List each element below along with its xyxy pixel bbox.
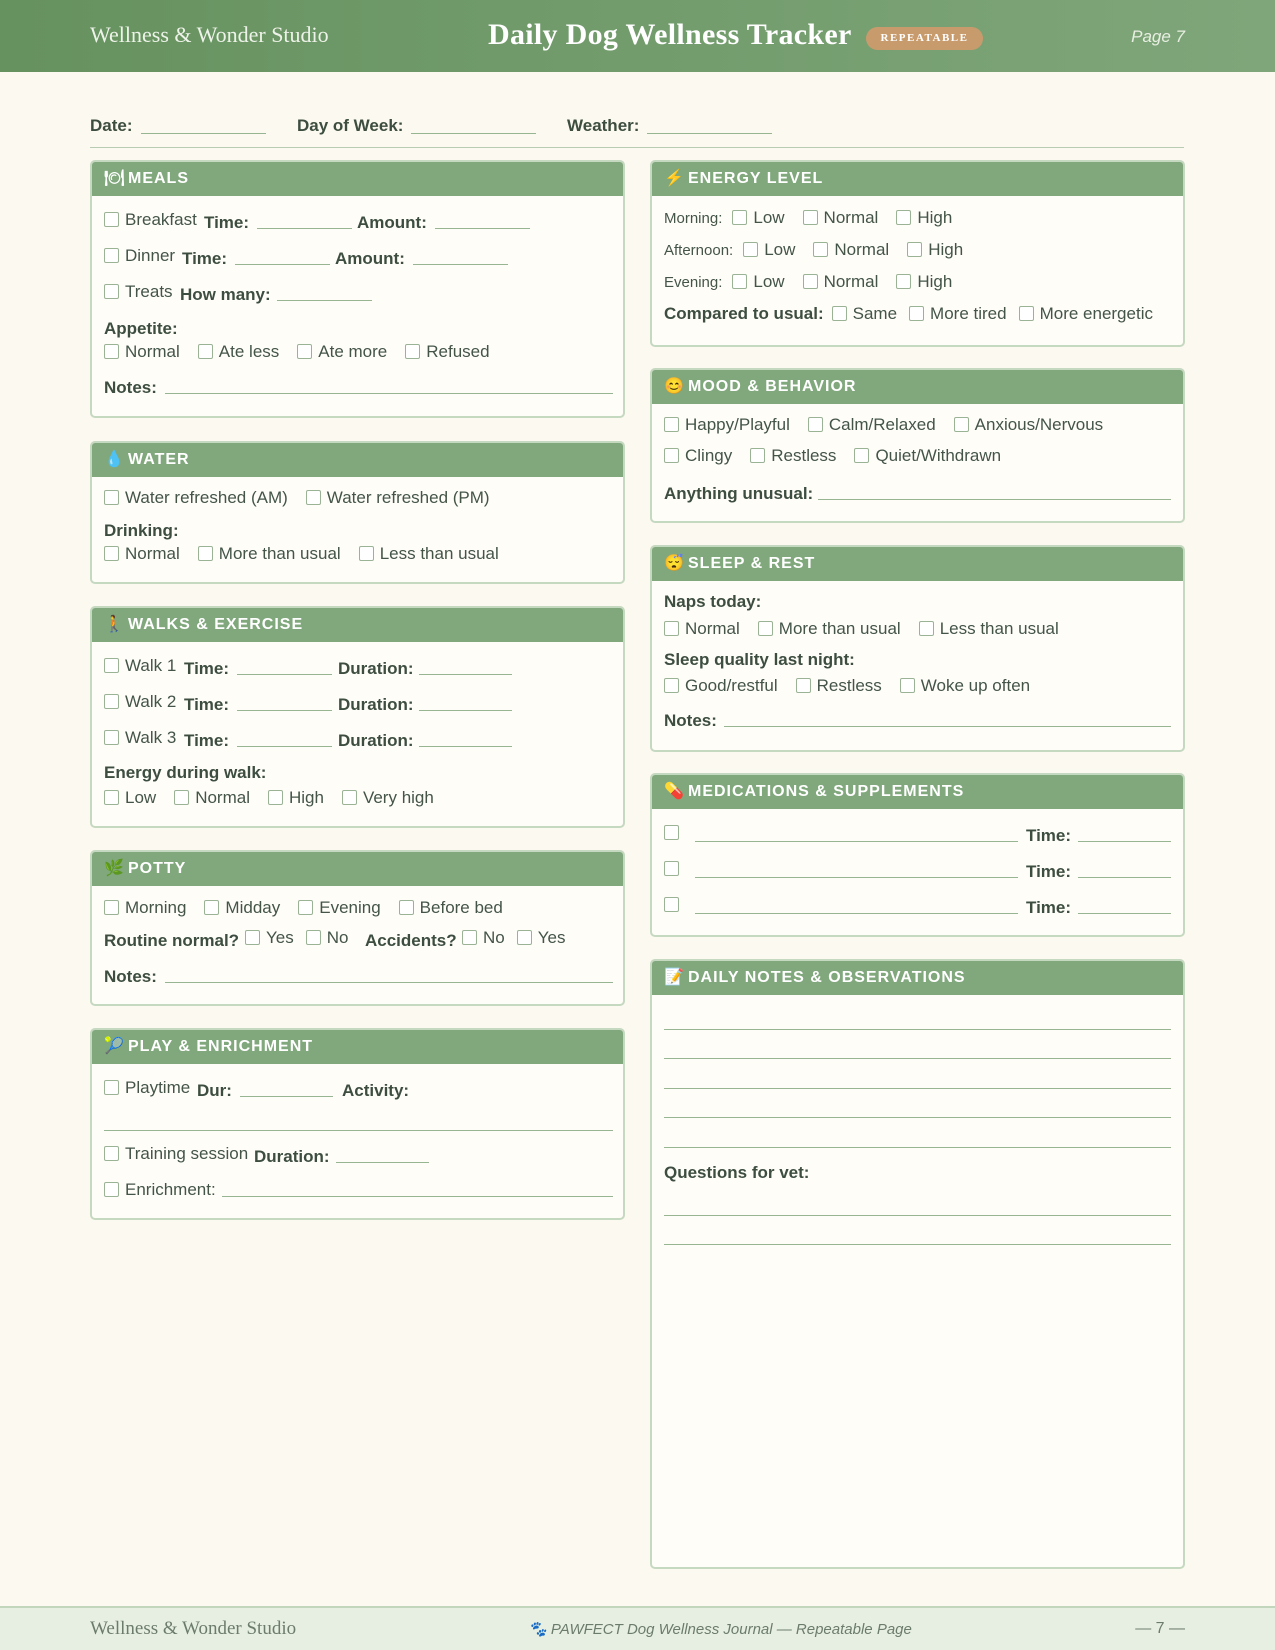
meds-title: MEDICATIONS & SUPPLEMENTS	[688, 783, 965, 800]
playtime-dur-field[interactable]	[240, 1096, 333, 1097]
med2-name-field[interactable]	[695, 877, 1018, 878]
quality-restless-checkbox[interactable]	[796, 678, 811, 693]
training-row	[104, 1144, 248, 1164]
smiley-icon: 😊	[664, 378, 685, 395]
accidents-label: Accidents?	[365, 931, 457, 950]
energy-title: ENERGY LEVEL	[688, 170, 824, 187]
appetite-normal-label: Normal	[125, 342, 180, 361]
evening-normal-label: Normal	[823, 272, 879, 291]
sleep-card	[650, 545, 1185, 752]
water-header	[92, 443, 623, 477]
appetite-ate-more-checkbox[interactable]	[297, 344, 312, 359]
pill-icon: 💊	[664, 783, 685, 800]
water-card	[90, 441, 625, 584]
morning-low-label: Low	[753, 208, 785, 227]
water-title: WATER	[128, 451, 190, 468]
med1-time-field[interactable]	[1078, 841, 1171, 842]
energy-header	[652, 162, 1183, 196]
walks-header	[92, 608, 623, 642]
mood-happy-label: Happy/Playful	[685, 415, 790, 434]
walk-energy-very-high-checkbox[interactable]	[342, 790, 357, 805]
walk-energy-low-checkbox[interactable]	[104, 790, 119, 805]
daily-notes-title: DAILY NOTES & OBSERVATIONS	[688, 969, 966, 986]
potty-card	[90, 850, 625, 1006]
mood-anxious-checkbox[interactable]	[954, 417, 969, 432]
day-field[interactable]	[411, 133, 536, 134]
unusual-field[interactable]	[818, 499, 1171, 500]
breakfast-time-label: Time:	[204, 213, 250, 232]
naps-normal-checkbox[interactable]	[664, 621, 679, 636]
morning-normal-checkbox[interactable]	[803, 210, 818, 225]
breakfast-label: Breakfast	[125, 210, 197, 229]
energy-morning-label: Morning:	[664, 210, 723, 227]
routine-no-label: No	[326, 928, 349, 947]
memo-icon: 📝	[664, 969, 685, 986]
date-field[interactable]	[141, 133, 266, 134]
routine-no-checkbox[interactable]	[306, 930, 321, 945]
vet-line-1[interactable]	[664, 1215, 1171, 1216]
quality-options	[664, 676, 1048, 696]
activity-label: Activity:	[342, 1081, 410, 1100]
walk-energy-options	[104, 788, 452, 808]
mood-happy-checkbox[interactable]	[664, 417, 679, 432]
appetite-label: Appetite:	[104, 319, 178, 338]
routine-yes-checkbox[interactable]	[245, 930, 260, 945]
appetite-normal-checkbox[interactable]	[104, 344, 119, 359]
mood-quiet-checkbox[interactable]	[854, 448, 869, 463]
afternoon-high-label: High	[928, 240, 964, 259]
walk2-checkbox[interactable]	[104, 694, 119, 709]
quality-restless-label: Restless	[816, 676, 882, 695]
appetite-options	[104, 342, 508, 362]
med3-time-field[interactable]	[1078, 913, 1171, 914]
energy-evening-row	[664, 272, 970, 292]
enrichment-row	[104, 1180, 216, 1200]
potty-before-bed-checkbox[interactable]	[399, 900, 414, 915]
breakfast-row	[104, 210, 197, 230]
energy-afternoon-row	[664, 240, 981, 260]
afternoon-low-checkbox[interactable]	[743, 242, 758, 257]
page-number: Page 7	[1131, 27, 1185, 46]
routine-label: Routine normal?	[104, 931, 240, 950]
med2-time-label: Time:	[1026, 862, 1072, 881]
potty-evening-label: Evening	[319, 898, 381, 917]
med3-time-label: Time:	[1026, 898, 1072, 917]
enrichment-field[interactable]	[222, 1196, 613, 1197]
walk-energy-very-high-label: Very high	[362, 788, 434, 807]
evening-high-checkbox[interactable]	[896, 274, 911, 289]
accidents-no-checkbox[interactable]	[462, 930, 477, 945]
playtime-row	[104, 1078, 190, 1098]
evening-high-label: High	[917, 272, 953, 291]
walking-person-icon: 🚶	[104, 616, 125, 633]
sleep-title: SLEEP & REST	[688, 555, 816, 572]
walks-card	[90, 606, 625, 828]
quality-label: Sleep quality last night:	[664, 650, 855, 669]
walk-energy-high-checkbox[interactable]	[268, 790, 283, 805]
dinner-amount-label: Amount:	[335, 249, 405, 268]
vet-questions-label: Questions for vet:	[664, 1163, 810, 1182]
walk-energy-label: Energy during walk:	[104, 763, 267, 782]
dinner-amount-field[interactable]	[413, 264, 508, 265]
walk1-time-label: Time:	[184, 659, 230, 678]
walk2-row	[104, 692, 176, 712]
walk1-label: Walk 1	[125, 656, 177, 675]
compared-same-checkbox[interactable]	[832, 306, 847, 321]
afternoon-normal-label: Normal	[834, 240, 890, 259]
morning-normal-label: Normal	[823, 208, 879, 227]
meals-icon: 🍽	[104, 170, 126, 187]
walk2-time-label: Time:	[184, 695, 230, 714]
med1-time-label: Time:	[1026, 826, 1072, 845]
potty-before-bed-label: Before bed	[419, 898, 503, 917]
meals-notes-field[interactable]	[165, 393, 613, 394]
lightning-icon: ⚡	[664, 170, 685, 187]
quality-good-checkbox[interactable]	[664, 678, 679, 693]
mood-calm-label: Calm/Relaxed	[828, 415, 936, 434]
appetite-refused-checkbox[interactable]	[405, 344, 420, 359]
dinner-label: Dinner	[125, 246, 176, 265]
compared-label: Compared to usual:	[664, 304, 824, 323]
med2-time-field[interactable]	[1078, 877, 1171, 878]
appetite-ate-less-checkbox[interactable]	[198, 344, 213, 359]
mood-row1	[664, 415, 1121, 435]
energy-morning-row	[664, 208, 970, 228]
water-drop-icon: 💧	[104, 451, 125, 468]
notes-line-4[interactable]	[664, 1117, 1171, 1118]
walk2-label: Walk 2	[125, 692, 177, 711]
page-header	[0, 0, 1275, 72]
walk1-checkbox[interactable]	[104, 658, 119, 673]
meds-card	[650, 773, 1185, 937]
walk2-time-field[interactable]	[237, 710, 332, 711]
naps-more-label: More than usual	[778, 619, 901, 638]
activity-field[interactable]	[104, 1130, 613, 1131]
mood-row2	[664, 446, 1019, 466]
compared-more-energetic-checkbox[interactable]	[1019, 306, 1034, 321]
naps-label: Naps today:	[664, 592, 762, 611]
quality-good-label: Good/restful	[685, 676, 778, 695]
accidents-yes-checkbox[interactable]	[517, 930, 532, 945]
afternoon-normal-checkbox[interactable]	[813, 242, 828, 257]
morning-high-label: High	[917, 208, 953, 227]
walk-energy-normal-checkbox[interactable]	[174, 790, 189, 805]
potty-morning-checkbox[interactable]	[104, 900, 119, 915]
walk2-duration-field[interactable]	[419, 710, 512, 711]
appetite-ate-more-label: Ate more	[318, 342, 388, 361]
potty-title: POTTY	[128, 860, 187, 877]
dinner-checkbox[interactable]	[104, 248, 119, 263]
compared-more-tired-label: More tired	[930, 304, 1007, 323]
page-title: Daily Dog Wellness Tracker	[488, 18, 852, 51]
water-pm-label: Water refreshed (PM)	[326, 488, 490, 507]
sleeping-face-icon: 😴	[664, 555, 685, 572]
routine-yes-label: Yes	[266, 928, 294, 947]
appetite-ate-less-label: Ate less	[218, 342, 280, 361]
play-header	[92, 1030, 623, 1064]
potty-morning-label: Morning	[125, 898, 187, 917]
accidents-no-label: No	[483, 928, 505, 947]
potty-midday-checkbox[interactable]	[204, 900, 219, 915]
treats-how-many-label: How many:	[180, 285, 271, 304]
mood-title: MOOD & BEHAVIOR	[688, 378, 857, 395]
vet-line-2[interactable]	[664, 1244, 1171, 1245]
dinner-time-label: Time:	[182, 249, 228, 268]
drinking-less-label: Less than usual	[379, 544, 499, 563]
drinking-label: Drinking:	[104, 521, 179, 540]
med1-checkbox[interactable]	[664, 825, 679, 840]
page-footer	[0, 1606, 1275, 1650]
morning-high-checkbox[interactable]	[896, 210, 911, 225]
walk2-duration-label: Duration:	[338, 695, 414, 714]
meals-card	[90, 160, 625, 418]
breakfast-amount-label: Amount:	[357, 213, 427, 232]
afternoon-high-checkbox[interactable]	[907, 242, 922, 257]
drinking-normal-checkbox[interactable]	[104, 546, 119, 561]
daily-notes-card	[650, 959, 1185, 1569]
drinking-options	[104, 544, 517, 564]
evening-low-label: Low	[753, 272, 785, 291]
potty-notes-field[interactable]	[165, 982, 613, 983]
walks-title: WALKS & EXERCISE	[128, 616, 304, 633]
compared-more-energetic-label: More energetic	[1039, 304, 1153, 323]
play-card	[90, 1028, 625, 1220]
date-label: Date:	[90, 116, 133, 135]
naps-options	[664, 619, 1077, 639]
potty-header	[92, 852, 623, 886]
sleep-notes-field[interactable]	[724, 726, 1171, 727]
repeatable-badge: REPEATABLE	[866, 27, 983, 50]
drinking-normal-label: Normal	[125, 544, 180, 563]
breakfast-amount-field[interactable]	[435, 228, 530, 229]
evening-low-checkbox[interactable]	[732, 274, 747, 289]
playtime-dur-label: Dur:	[197, 1081, 232, 1100]
training-duration-label: Duration:	[254, 1147, 330, 1166]
routine-options	[245, 928, 366, 948]
day-label: Day of Week:	[297, 116, 404, 135]
mood-restless-label: Restless	[771, 446, 837, 465]
notes-line-5[interactable]	[664, 1147, 1171, 1148]
treats-row	[104, 282, 173, 302]
naps-less-checkbox[interactable]	[919, 621, 934, 636]
training-checkbox[interactable]	[104, 1146, 119, 1161]
sleep-notes-label: Notes:	[664, 711, 717, 730]
daily-notes-header	[652, 961, 1183, 995]
accidents-yes-label: Yes	[537, 928, 566, 947]
treats-how-many-field[interactable]	[277, 300, 372, 301]
evening-normal-checkbox[interactable]	[803, 274, 818, 289]
potty-notes-label: Notes:	[104, 967, 157, 986]
compared-more-tired-checkbox[interactable]	[909, 306, 924, 321]
mood-restless-checkbox[interactable]	[750, 448, 765, 463]
play-title: PLAY & ENRICHMENT	[128, 1038, 314, 1055]
meals-notes-label: Notes:	[104, 378, 157, 397]
drinking-more-checkbox[interactable]	[198, 546, 213, 561]
meds-header	[652, 775, 1183, 809]
walk-energy-normal-label: Normal	[195, 788, 250, 807]
potty-times-row	[104, 898, 521, 918]
med1-name-field[interactable]	[695, 841, 1018, 842]
notes-line-2[interactable]	[664, 1058, 1171, 1059]
footer-page-number: — 7 —	[1135, 1620, 1185, 1637]
training-label: Training session	[125, 1144, 249, 1163]
med2-checkbox[interactable]	[664, 861, 679, 876]
quality-woke-checkbox[interactable]	[900, 678, 915, 693]
naps-normal-label: Normal	[685, 619, 740, 638]
playtime-label: Playtime	[125, 1078, 191, 1097]
compared-row	[664, 304, 1171, 324]
energy-card	[650, 160, 1185, 347]
med3-checkbox[interactable]	[664, 897, 679, 912]
mood-card	[650, 368, 1185, 523]
compared-same-label: Same	[852, 304, 898, 323]
walk1-row	[104, 656, 176, 676]
accidents-options	[462, 928, 583, 948]
meals-header	[92, 162, 623, 196]
mood-header	[652, 370, 1183, 404]
notes-line-1[interactable]	[664, 1029, 1171, 1030]
walk1-duration-label: Duration:	[338, 659, 414, 678]
walk3-duration-field[interactable]	[419, 746, 512, 747]
potty-midday-label: Midday	[225, 898, 281, 917]
enrichment-checkbox[interactable]	[104, 1182, 119, 1197]
breakfast-time-field[interactable]	[257, 228, 352, 229]
mood-calm-checkbox[interactable]	[808, 417, 823, 432]
walk3-time-label: Time:	[184, 731, 230, 750]
walk-energy-low-label: Low	[125, 788, 157, 807]
water-refresh-row	[104, 488, 508, 508]
quality-woke-label: Woke up often	[920, 676, 1031, 695]
mood-anxious-label: Anxious/Nervous	[974, 415, 1104, 434]
footer-journal-title: 🐾 PAWFECT Dog Wellness Journal — Repeatable Page	[528, 1621, 912, 1638]
naps-less-label: Less than usual	[939, 619, 1059, 638]
afternoon-low-label: Low	[764, 240, 796, 259]
mood-quiet-label: Quiet/Withdrawn	[875, 446, 1002, 465]
treats-label: Treats	[125, 282, 173, 301]
morning-low-checkbox[interactable]	[732, 210, 747, 225]
weather-label: Weather:	[567, 116, 640, 135]
water-am-label: Water refreshed (AM)	[125, 488, 288, 507]
playtime-checkbox[interactable]	[104, 1080, 119, 1095]
med3-name-field[interactable]	[695, 913, 1018, 914]
top-fields	[90, 116, 1184, 148]
energy-afternoon-label: Afternoon:	[664, 242, 734, 259]
energy-evening-label: Evening:	[664, 274, 723, 291]
tennis-ball-icon: 🎾	[104, 1038, 125, 1055]
potty-evening-checkbox[interactable]	[298, 900, 313, 915]
sleep-header	[652, 547, 1183, 581]
dinner-row	[104, 246, 175, 266]
dinner-time-field[interactable]	[235, 264, 330, 265]
water-am-checkbox[interactable]	[104, 490, 119, 505]
notes-line-3[interactable]	[664, 1088, 1171, 1089]
drinking-more-label: More than usual	[218, 544, 341, 563]
walk3-duration-label: Duration:	[338, 731, 414, 750]
footer-brand: Wellness & Wonder Studio	[90, 1618, 297, 1639]
unusual-label: Anything unusual:	[664, 484, 814, 503]
walk1-time-field[interactable]	[237, 674, 332, 675]
drinking-less-checkbox[interactable]	[359, 546, 374, 561]
enrichment-label: Enrichment:	[125, 1180, 216, 1199]
water-pm-checkbox[interactable]	[306, 490, 321, 505]
walk1-duration-field[interactable]	[419, 674, 512, 675]
walk3-checkbox[interactable]	[104, 730, 119, 745]
walk-energy-high-label: High	[288, 788, 324, 807]
mood-clingy-label: Clingy	[685, 446, 733, 465]
naps-more-checkbox[interactable]	[758, 621, 773, 636]
walk3-time-field[interactable]	[237, 746, 332, 747]
walk3-label: Walk 3	[125, 728, 177, 747]
meals-title: MEALS	[128, 170, 189, 187]
weather-field[interactable]	[647, 133, 772, 134]
training-duration-field[interactable]	[336, 1162, 429, 1163]
leaf-icon: 🌿	[104, 860, 125, 877]
brand-name: Wellness & Wonder Studio	[90, 22, 329, 47]
treats-checkbox[interactable]	[104, 284, 119, 299]
walk3-row	[104, 728, 176, 748]
mood-clingy-checkbox[interactable]	[664, 448, 679, 463]
appetite-refused-label: Refused	[426, 342, 490, 361]
breakfast-checkbox[interactable]	[104, 212, 119, 227]
